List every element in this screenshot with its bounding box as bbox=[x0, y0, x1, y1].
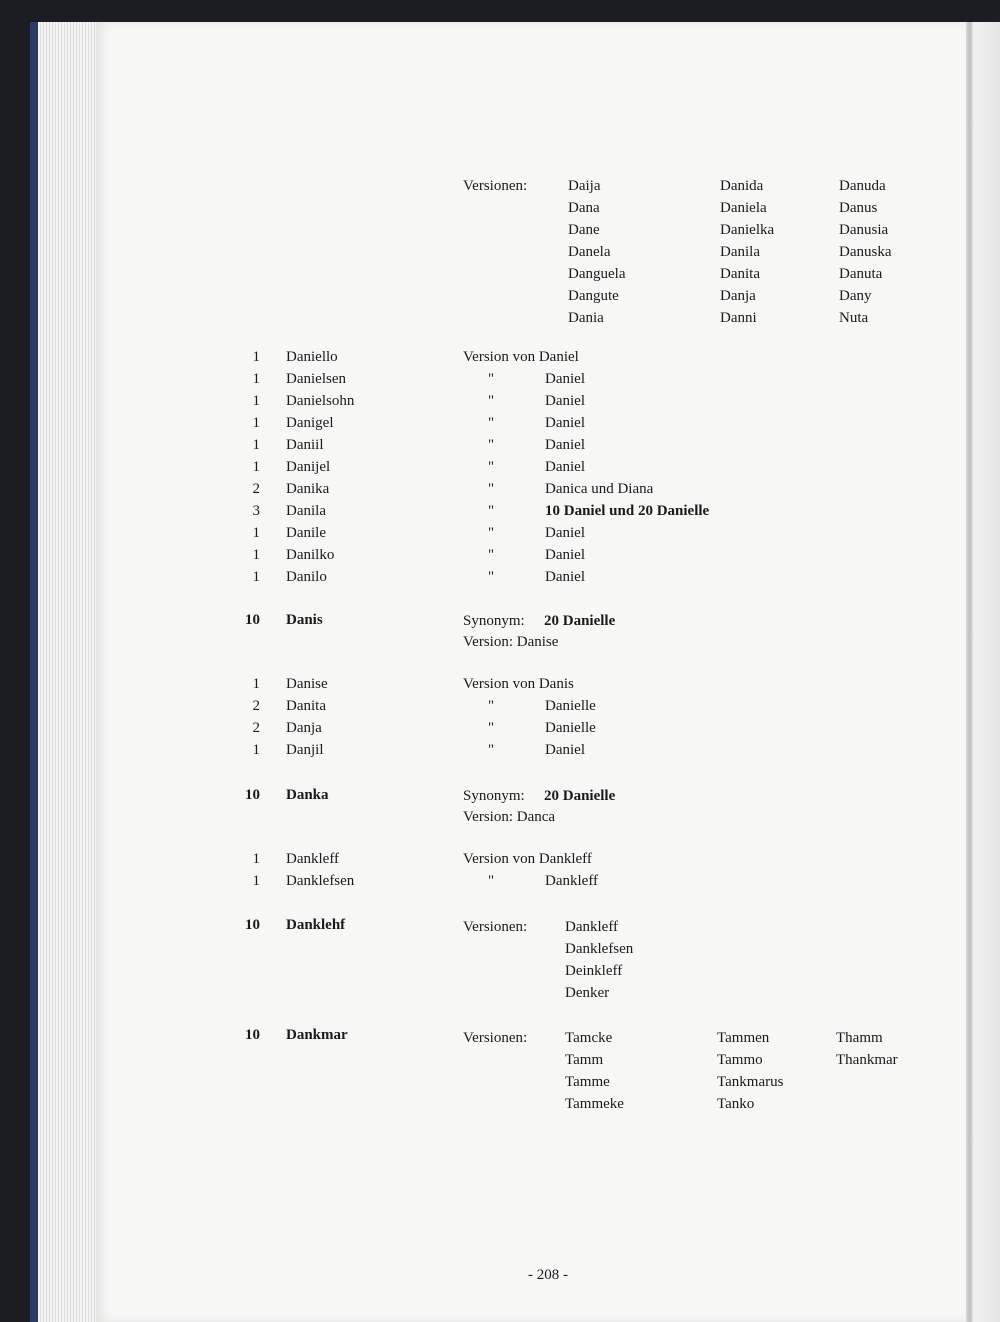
version-name: Tankmarus bbox=[717, 1074, 784, 1090]
entry-rank: 1 bbox=[252, 415, 260, 431]
synonym-label: Synonym: bbox=[463, 613, 525, 629]
entry-rank: 1 bbox=[252, 437, 260, 453]
version-name: Deinkleff bbox=[565, 963, 623, 979]
entry-rank: 1 bbox=[252, 525, 260, 541]
ditto-mark: " bbox=[488, 720, 495, 736]
version-name: Danila bbox=[720, 244, 760, 260]
version-name: Danuska bbox=[839, 244, 892, 260]
entry-description: Version von Dankleff bbox=[463, 851, 592, 867]
entry-name: Danile bbox=[286, 525, 326, 541]
entry-name: Danika bbox=[286, 481, 330, 497]
version-name: Daija bbox=[568, 178, 601, 194]
ditto-mark: " bbox=[488, 525, 495, 541]
version-name: Dania bbox=[568, 310, 604, 326]
ditto-mark: " bbox=[488, 742, 495, 758]
entry-rank: 2 bbox=[252, 698, 260, 714]
entry-name: Danklefsen bbox=[286, 873, 355, 889]
synonym-value: 20 Danielle bbox=[544, 613, 616, 629]
entry-description: Daniel bbox=[545, 742, 585, 758]
entry-rank: 2 bbox=[252, 720, 260, 736]
version-name: Thankmar bbox=[836, 1052, 898, 1068]
entry-rank: 1 bbox=[252, 742, 260, 758]
entry-description: Daniel bbox=[545, 437, 585, 453]
version-name: Thamm bbox=[836, 1030, 883, 1046]
entry-rank: 1 bbox=[252, 547, 260, 563]
version-name: Danja bbox=[720, 288, 756, 304]
entry-name: Danita bbox=[286, 698, 326, 714]
entry-rank: 1 bbox=[252, 459, 260, 475]
ditto-mark: " bbox=[488, 569, 495, 585]
version-name: Tamm bbox=[565, 1052, 604, 1068]
entry-name: Daniello bbox=[286, 349, 338, 365]
version-name: Danklefsen bbox=[565, 941, 634, 957]
entry-name: Danklehf bbox=[286, 917, 346, 933]
entry-description: Daniel bbox=[545, 415, 585, 431]
versions-label: Versionen: bbox=[463, 178, 528, 194]
entry-rank: 10 bbox=[245, 1027, 260, 1043]
ditto-mark: " bbox=[488, 371, 495, 387]
version-name: Denker bbox=[565, 985, 610, 1001]
entry-name: Danijel bbox=[286, 459, 331, 475]
page-stack-edge bbox=[38, 22, 100, 1322]
version-name: Daniela bbox=[720, 200, 767, 216]
entry-rank: 10 bbox=[245, 612, 260, 628]
entry-rank: 3 bbox=[252, 503, 260, 519]
entry-name: Danielsen bbox=[286, 371, 346, 387]
synonym-value: 20 Danielle bbox=[544, 788, 616, 804]
entry-rank: 10 bbox=[245, 787, 260, 803]
entry-rank: 1 bbox=[252, 569, 260, 585]
version-name: Tammeke bbox=[565, 1096, 624, 1112]
entry-description: Daniel bbox=[545, 525, 585, 541]
version-name: Danuta bbox=[839, 266, 883, 282]
entry-description: Daniel bbox=[545, 459, 585, 475]
entry-rank: 1 bbox=[252, 873, 260, 889]
page-number: - 208 - bbox=[528, 1267, 568, 1283]
ditto-mark: " bbox=[488, 415, 495, 431]
entry-name: Dankmar bbox=[286, 1027, 348, 1043]
version-name: Danela bbox=[568, 244, 611, 260]
entry-name: Danise bbox=[286, 676, 328, 692]
ditto-mark: " bbox=[488, 459, 495, 475]
entry-description: 10 Daniel und 20 Danielle bbox=[545, 503, 710, 519]
entry-name: Danila bbox=[286, 503, 326, 519]
entry-description: Danica und Diana bbox=[545, 481, 654, 497]
version-name: Danida bbox=[720, 178, 764, 194]
versions-label: Versionen: bbox=[463, 919, 528, 935]
entry-description: Daniel bbox=[545, 569, 585, 585]
version-name: Danita bbox=[720, 266, 760, 282]
ditto-mark: " bbox=[488, 503, 495, 519]
version-name: Danni bbox=[720, 310, 757, 326]
version-name: Danielka bbox=[720, 222, 775, 238]
entry-name: Danigel bbox=[286, 415, 334, 431]
entry-description: Version von Danis bbox=[463, 676, 574, 692]
entry-rank: 1 bbox=[252, 393, 260, 409]
ditto-mark: " bbox=[488, 393, 495, 409]
versions-label: Versionen: bbox=[463, 1030, 528, 1046]
book-page bbox=[96, 22, 966, 1322]
entry-rank: 1 bbox=[252, 349, 260, 365]
ditto-mark: " bbox=[488, 698, 495, 714]
synonym-label: Synonym: bbox=[463, 788, 525, 804]
version-name: Tanko bbox=[717, 1096, 755, 1112]
entry-description: Dankleff bbox=[545, 873, 599, 889]
version-name: Danuda bbox=[839, 178, 886, 194]
version-text: Version: Danise bbox=[463, 634, 559, 650]
entry-name: Danka bbox=[286, 787, 329, 803]
version-name: Tammen bbox=[717, 1030, 770, 1046]
entry-rank: 2 bbox=[252, 481, 260, 497]
entry-description: Daniel bbox=[545, 547, 585, 563]
entry-rank: 10 bbox=[245, 917, 260, 933]
entry-name: Danilo bbox=[286, 569, 327, 585]
ditto-mark: " bbox=[488, 481, 495, 497]
version-name: Dankleff bbox=[565, 919, 619, 935]
entry-description: Version von Daniel bbox=[463, 349, 579, 365]
version-text: Version: Danca bbox=[463, 809, 556, 825]
version-name: Tamcke bbox=[565, 1030, 613, 1046]
version-name: Danguela bbox=[568, 266, 626, 282]
entry-rank: 1 bbox=[252, 851, 260, 867]
version-name: Tamme bbox=[565, 1074, 610, 1090]
entry-description: Daniel bbox=[545, 393, 585, 409]
entry-rank: 1 bbox=[252, 676, 260, 692]
entry-name: Danielsohn bbox=[286, 393, 355, 409]
version-name: Nuta bbox=[839, 310, 869, 326]
version-name: Tammo bbox=[717, 1052, 763, 1068]
ditto-mark: " bbox=[488, 547, 495, 563]
version-name: Dana bbox=[568, 200, 600, 216]
entry-name: Danja bbox=[286, 720, 322, 736]
entry-description: Danielle bbox=[545, 720, 596, 736]
entry-name: Dankleff bbox=[286, 851, 340, 867]
entry-description: Danielle bbox=[545, 698, 596, 714]
entry-name: Danilko bbox=[286, 547, 335, 563]
entry-description: Daniel bbox=[545, 371, 585, 387]
facing-page-edge bbox=[966, 22, 1000, 1322]
version-name: Danus bbox=[839, 200, 878, 216]
entry-rank: 1 bbox=[252, 371, 260, 387]
version-name: Dany bbox=[839, 288, 872, 304]
version-name: Danusia bbox=[839, 222, 889, 238]
entry-name: Daniil bbox=[286, 437, 324, 453]
version-name: Dangute bbox=[568, 288, 619, 304]
entry-name: Danis bbox=[286, 612, 323, 628]
ditto-mark: " bbox=[488, 437, 495, 453]
version-name: Dane bbox=[568, 222, 600, 238]
entry-name: Danjil bbox=[286, 742, 324, 758]
ditto-mark: " bbox=[488, 873, 495, 889]
